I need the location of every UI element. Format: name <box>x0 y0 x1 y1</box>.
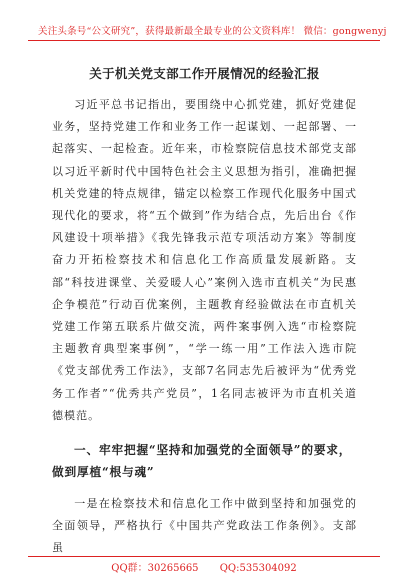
section-heading-1-text: 一、牢牢把握“坚持和加强党的全面领导”的要求，做到厚植“根与魂” <box>52 443 352 480</box>
intro-paragraph-text: 习近平总书记指出，要围绕中心抓党建，抓好党建促业务，坚持党建工作和业务工作一起谋划、一起部署、一起落实、一起检查。近年来，市检察院信息技术部党支部以习近平新时代中国特色社会主义思想为指引，准确把握机关党建的特点规律，锚定以检察工作现代化服务中国式现代化的要求，将“五个做到”作为结合点，先后出台《作风建设十项举措》《我先锋我示范专项活动方案》等制度奋力开拓检察技术和信息化工作高质量发展新路。支部“科技进课堂、关爱暖人心”案例入选市直机关“为民惠企争模范”行动百优案例，主题教育经验做法在市直机关党建工作第五联系片做交流，两件案事例入选“市检察院主题教育典型案事例”，“学一练一用”工作法入选市院《党支部优秀工作法》，支部7名同志先后被评为“优秀党务工作者”“优秀共产党员”，1名同志被评为市直机关道德模范。 <box>52 98 357 422</box>
footer-divider <box>28 556 380 557</box>
section-heading-1 <box>52 439 357 483</box>
page-header <box>0 0 408 54</box>
intro-paragraph <box>52 94 357 427</box>
section-1-paragraph-text: 一是在检察技术和信息化工作中做到坚持和加强党的全面领导，严格执行《中国共产党政法工作条例》。支部虽 <box>52 497 357 555</box>
section-1-paragraph <box>52 493 357 560</box>
header-divider <box>28 40 380 41</box>
footer-contact-text: QQ群：30265665 QQ:535304092 <box>111 563 297 574</box>
document-title: 关于机关党支部工作开展情况的经验汇报 <box>89 66 320 81</box>
promo-banner-text: 关注头条号“公文研究”，获得最新最全最专业的公文资料库！ 微信：gongwenyj <box>38 26 387 37</box>
document-body <box>52 64 357 560</box>
page-footer <box>28 556 380 580</box>
